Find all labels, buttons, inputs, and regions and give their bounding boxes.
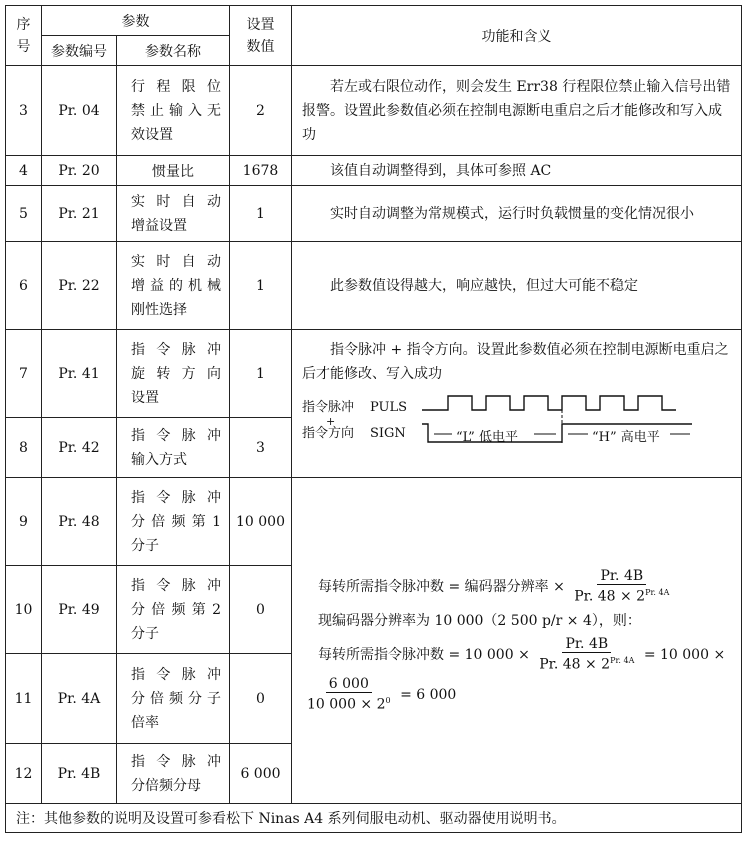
name-line: 增益的机械 — [131, 277, 221, 294]
formula-text: = 10 000 × — [643, 646, 726, 663]
row-function — [292, 242, 742, 330]
row-value: 1678 — [230, 156, 292, 186]
name-line: 输入方式 — [131, 451, 187, 468]
row-seq: 11 — [6, 654, 42, 744]
den-base: 10 000 × 2 — [307, 696, 386, 713]
parameter-table — [5, 5, 742, 833]
row-seq: 3 — [6, 66, 42, 156]
header-param-no: 参数编号 — [42, 36, 117, 66]
row-seq: 10 — [6, 566, 42, 654]
row-seq: 9 — [6, 478, 42, 566]
row-param-no: Pr. 4A — [42, 654, 117, 744]
function-text: 该值自动调整得到，具体可参照 AC — [330, 162, 552, 179]
name-line: 禁止输入无 — [131, 102, 221, 119]
row-param-no: Pr. 04 — [42, 66, 117, 156]
table-row — [6, 186, 742, 242]
name-line: 旋转方向 — [131, 365, 221, 382]
name-line: 指令脉冲 — [131, 489, 221, 506]
name-line: 设置 — [131, 389, 159, 406]
fraction-numerator: 6 000 — [326, 676, 372, 693]
row-param-name — [117, 66, 230, 156]
formula-line-4 — [302, 675, 733, 715]
row-param-name — [117, 744, 230, 804]
fraction-denominator — [536, 653, 637, 673]
fraction-denominator — [304, 693, 394, 713]
name-line: 实时自动 — [131, 193, 221, 210]
row-value: 0 — [230, 566, 292, 654]
row-value: 2 — [230, 66, 292, 156]
row-param-no: Pr. 49 — [42, 566, 117, 654]
header-param-name: 参数名称 — [117, 36, 230, 66]
name-line: 分倍频第2 — [131, 601, 221, 618]
name-line: 指令脉冲 — [131, 753, 221, 770]
header-params: 参数 — [42, 6, 230, 36]
row-seq: 5 — [6, 186, 42, 242]
row-value: 6 000 — [230, 744, 292, 804]
name-line: 分倍频分子 — [131, 690, 221, 707]
table-row — [6, 478, 742, 566]
name-line: 指令脉冲 — [131, 341, 221, 358]
name-line: 分倍频分母 — [131, 777, 201, 794]
table-row — [6, 242, 742, 330]
direction-label: 指令方向 — [302, 426, 355, 441]
puls-waveform-line — [422, 396, 676, 410]
row-param-name — [117, 654, 230, 744]
puls-label: PULS — [370, 400, 408, 415]
row-param-name — [117, 478, 230, 566]
formula-line-3 — [302, 635, 733, 675]
row-value: 10 000 — [230, 478, 292, 566]
row-param-no: Pr. 4B — [42, 744, 117, 804]
row-function — [292, 66, 742, 156]
function-text: 若左或右限位动作，则会发生 Err38 行程限位禁止输入信号出错报警。设置此参数值必须在控制电源断电重启之后才能修改和写入成功 — [302, 78, 731, 143]
den-base: Pr. 48 × 2 — [539, 656, 611, 673]
row-function — [292, 186, 742, 242]
header-setting: 设置 数值 — [230, 6, 292, 66]
high-level-label: “H” 高电平 — [592, 430, 660, 445]
row-param-no: Pr. 22 — [42, 242, 117, 330]
fraction — [571, 568, 672, 605]
function-text: 指令脉冲 + 指令方向。设置此参数值必须在控制电源断电重启之后才能修改、写入成功 — [302, 342, 729, 382]
row-param-no: Pr. 48 — [42, 478, 117, 566]
row-value: 1 — [230, 186, 292, 242]
row-param-name — [117, 156, 230, 186]
row-value: 1 — [230, 242, 292, 330]
footnote: 注：其他参数的说明及设置可参看松下 Ninas A4 系列伺服电动机、驱动器使用说明书。 — [6, 804, 742, 833]
name-line: 实时自动 — [131, 253, 221, 270]
row-value: 1 — [230, 330, 292, 418]
low-level-label: “L” 低电平 — [456, 430, 518, 445]
row-function-pulse — [292, 330, 742, 478]
row-seq: 6 — [6, 242, 42, 330]
row-seq: 7 — [6, 330, 42, 418]
row-seq: 8 — [6, 418, 42, 478]
fraction — [536, 636, 637, 673]
name-line: 指令脉冲 — [131, 577, 221, 594]
row-value: 3 — [230, 418, 292, 478]
row-function — [292, 156, 742, 186]
formula-line-1 — [302, 567, 733, 607]
function-text: 实时自动调整为常规模式，运行时负载惯量的变化情况很小 — [330, 205, 694, 222]
fraction-denominator — [571, 585, 672, 605]
row-param-name — [117, 242, 230, 330]
den-exponent: 0 — [385, 696, 391, 706]
name-line: 分倍频第1 — [131, 513, 221, 530]
table-row — [6, 66, 742, 156]
den-exponent: Pr. 4A — [610, 656, 635, 666]
formula-text: 每转所需指令脉冲数 = 编码器分辨率 × — [318, 578, 565, 595]
row-value: 0 — [230, 654, 292, 744]
den-exponent: Pr. 4A — [645, 588, 670, 598]
formula-line-2: 现编码器分辨率为 10 000（2 500 p/r × 4），则： — [318, 612, 641, 629]
name-line: 分子 — [131, 625, 159, 642]
table-row — [6, 330, 742, 418]
header-seq: 序 号 — [6, 6, 42, 66]
row-param-no: Pr. 20 — [42, 156, 117, 186]
row-seq: 12 — [6, 744, 42, 804]
header-row-1 — [6, 6, 742, 36]
fraction — [304, 676, 394, 713]
name-line: 指令脉冲 — [131, 666, 221, 683]
header-function: 功能和含义 — [292, 6, 742, 66]
name-line: 增益设置 — [131, 217, 187, 234]
name-line: 效设置 — [131, 126, 173, 143]
row-param-name — [117, 186, 230, 242]
den-base: Pr. 48 × 2 — [574, 588, 646, 605]
row-param-name — [117, 330, 230, 418]
formula-text: 每转所需指令脉冲数 = 10 000 × — [318, 646, 530, 663]
pulse-label: 指令脉冲 — [302, 400, 355, 415]
row-param-no: Pr. 21 — [42, 186, 117, 242]
note-row — [6, 804, 742, 833]
row-param-no: Pr. 42 — [42, 418, 117, 478]
row-seq: 4 — [6, 156, 42, 186]
fraction-numerator: Pr. 4B — [562, 636, 611, 653]
row-param-name — [117, 566, 230, 654]
row-param-no: Pr. 41 — [42, 330, 117, 418]
pulse-waveform — [302, 390, 733, 448]
name-line: 分子 — [131, 537, 159, 554]
function-text: 此参数值设得越大，响应越快，但过大可能不稳定 — [330, 277, 638, 294]
name-line: 指令脉冲 — [131, 427, 221, 444]
formula-result: = 6 000 — [400, 686, 457, 703]
name-line: 行程限位 — [131, 78, 221, 95]
name-line: 刚性选择 — [131, 301, 187, 318]
row-param-name — [117, 418, 230, 478]
plus-label: + — [326, 415, 336, 428]
table-row — [6, 156, 742, 186]
name-line: 惯量比 — [152, 163, 194, 180]
fraction-numerator: Pr. 4B — [597, 568, 646, 585]
sign-label: SIGN — [370, 426, 406, 441]
name-line: 倍率 — [131, 714, 159, 731]
row-function-formula — [292, 478, 742, 804]
